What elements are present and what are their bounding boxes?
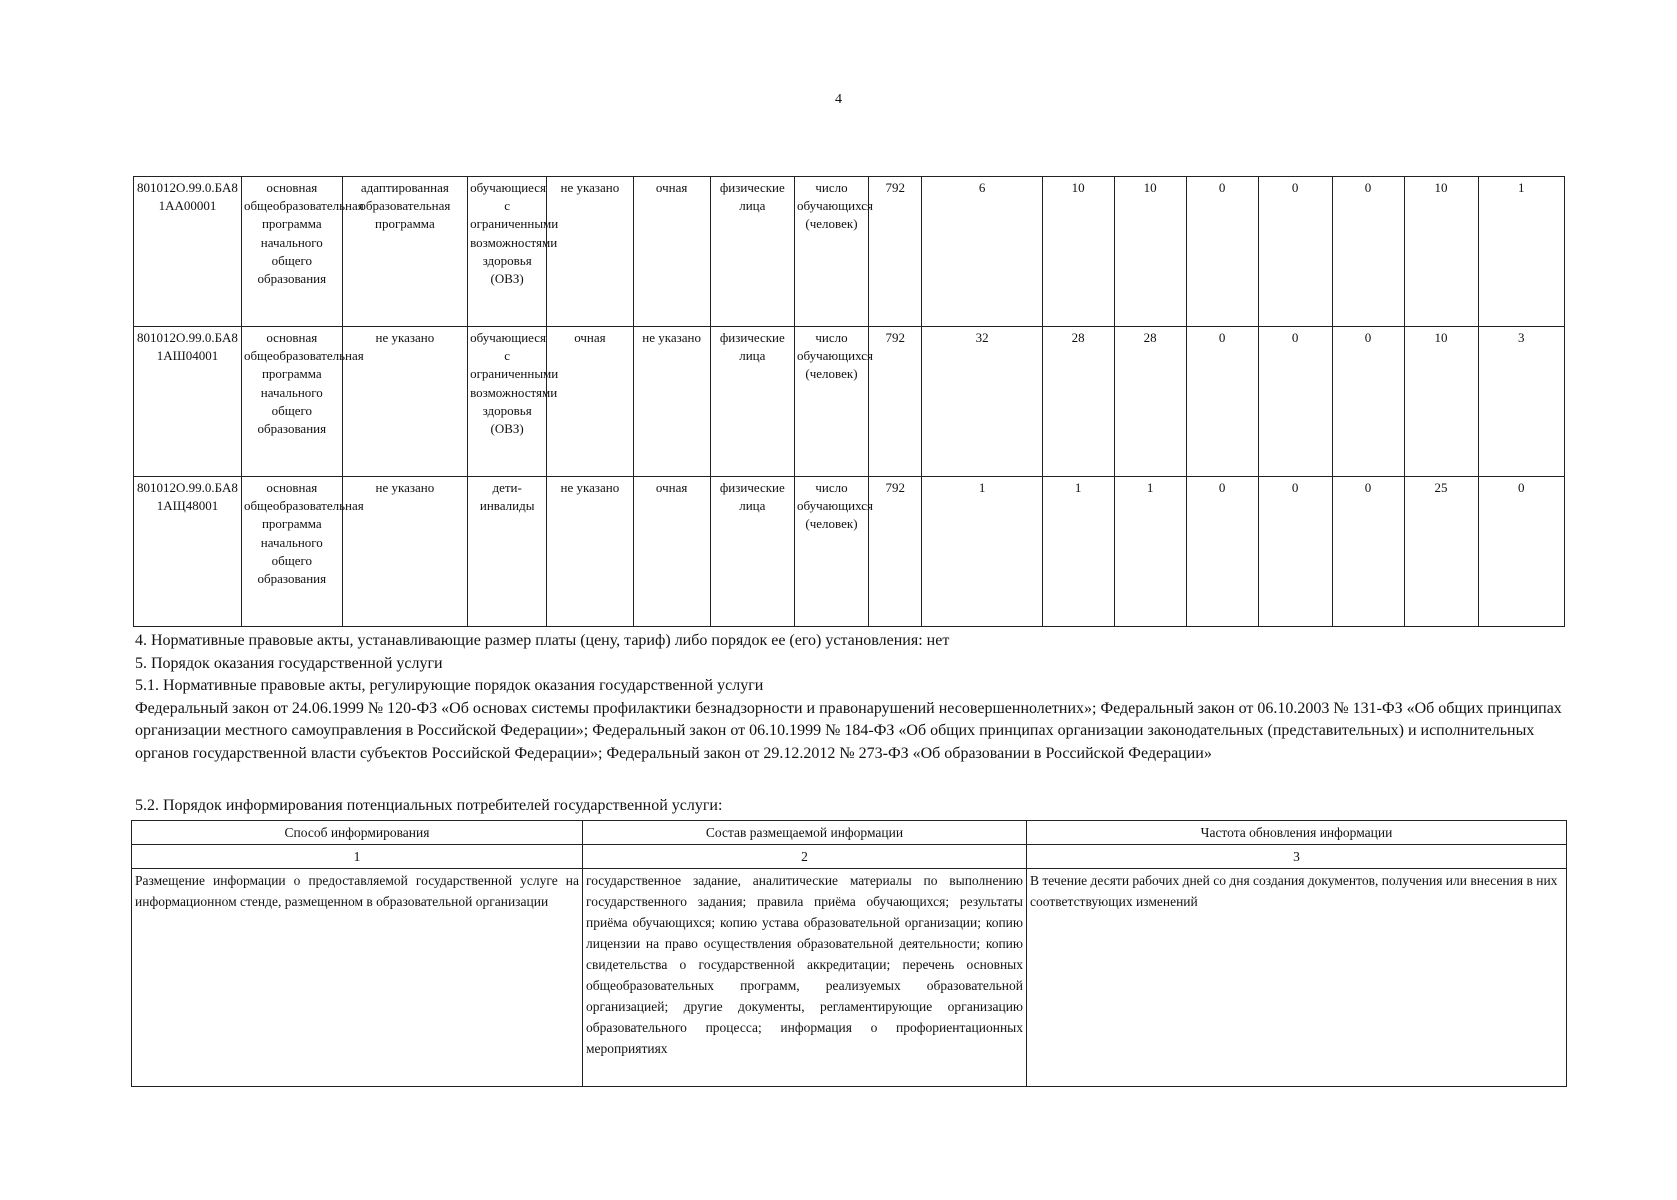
indicator-name: число обучающихся (человек) bbox=[794, 477, 868, 627]
section-4-text: 4. Нормативные правовые акты, устанавливающие размер платы (цену, тариф) либо порядок ее (его) установления: нет bbox=[135, 632, 950, 649]
study-form: очная bbox=[633, 177, 710, 327]
value-cell: 25 bbox=[1404, 477, 1478, 627]
program-type: адаптированная образовательная программа bbox=[342, 177, 467, 327]
table-row bbox=[134, 177, 1565, 327]
student-category: обучающиеся с ограниченными возможностями здоровья (ОВЗ) bbox=[468, 327, 547, 477]
program-name: основная общеобразовательная программа начального общего образования bbox=[241, 177, 342, 327]
update-frequency: В течение десяти рабочих дней со дня создания документов, получения или внесения в них соответствующих изменений bbox=[1027, 869, 1567, 1087]
value-cell: 3 bbox=[1478, 327, 1564, 477]
table-header-row bbox=[132, 821, 1567, 845]
cell: очная bbox=[547, 327, 633, 477]
value-cell: 1 bbox=[1114, 477, 1186, 627]
value-cell: 1 bbox=[1042, 477, 1114, 627]
value-cell: 1 bbox=[1478, 177, 1564, 327]
registry-code: 801012О.99.0.БА81АЩ48001 bbox=[134, 477, 242, 627]
okei-code: 792 bbox=[868, 177, 921, 327]
registry-code: 801012О.99.0.БА81АА00001 bbox=[134, 177, 242, 327]
value-cell: 0 bbox=[1332, 477, 1404, 627]
value-cell: 0 bbox=[1258, 327, 1332, 477]
informing-method: Размещение информации о предоставляемой государственной услуге на информационном стенде, размещенном в образовательной организации bbox=[132, 869, 583, 1087]
value-cell: 32 bbox=[922, 327, 1042, 477]
value-cell: 28 bbox=[1114, 327, 1186, 477]
program-name: основная общеобразовательная программа начального общего образования bbox=[241, 477, 342, 627]
column-number-row bbox=[132, 845, 1567, 869]
section-5-1-heading: 5.1. Нормативные правовые акты, регулирующие порядок оказания государственной услуги bbox=[135, 677, 764, 694]
value-cell: 1 bbox=[922, 477, 1042, 627]
page-number: 4 bbox=[835, 92, 842, 107]
column-header: Состав размещаемой информации bbox=[583, 821, 1027, 845]
column-header: Частота обновления информации bbox=[1027, 821, 1567, 845]
value-cell: 0 bbox=[1258, 477, 1332, 627]
information-content: государственное задание, аналитические материалы по выполнению государственного задания; правила приёма обучающихся; результаты приёма обучающихся; копию устава образовательной организации; копию лицензии на право осуществления образовательной деятельности; копию свидетельства о государственной аккредитации; перечень основных общеобразовательных программ, реализуемых образовательной организацией; другие документы, регламентирующие организацию образовательного процесса; информация о профориентационных мероприятиях bbox=[583, 869, 1027, 1087]
value-cell: 0 bbox=[1478, 477, 1564, 627]
study-form: очная bbox=[633, 477, 710, 627]
okei-code: 792 bbox=[868, 477, 921, 627]
consumer-category: физические лица bbox=[710, 327, 794, 477]
value-cell: 10 bbox=[1404, 327, 1478, 477]
section-5-2-heading: 5.2. Порядок информирования потенциальных потребителей государственной услуги: bbox=[135, 797, 723, 814]
program-type: не указано bbox=[342, 477, 467, 627]
legal-acts-section bbox=[135, 630, 1575, 765]
column-number: 1 bbox=[132, 845, 583, 869]
value-cell: 0 bbox=[1332, 177, 1404, 327]
value-cell: 0 bbox=[1186, 327, 1258, 477]
study-form: не указано bbox=[633, 327, 710, 477]
table-row bbox=[132, 869, 1567, 1087]
value-cell: 0 bbox=[1186, 177, 1258, 327]
column-number: 2 bbox=[583, 845, 1027, 869]
services-table bbox=[133, 176, 1565, 627]
value-cell: 10 bbox=[1042, 177, 1114, 327]
column-header: Способ информирования bbox=[132, 821, 583, 845]
table-row bbox=[134, 477, 1565, 627]
program-type: не указано bbox=[342, 327, 467, 477]
value-cell: 10 bbox=[1114, 177, 1186, 327]
indicator-name: число обучающихся (человек) bbox=[794, 327, 868, 477]
value-cell: 28 bbox=[1042, 327, 1114, 477]
column-number: 3 bbox=[1027, 845, 1567, 869]
program-name: основная общеобразовательная программа начального общего образования bbox=[241, 327, 342, 477]
value-cell: 10 bbox=[1404, 177, 1478, 327]
value-cell: 0 bbox=[1332, 327, 1404, 477]
value-cell: 0 bbox=[1258, 177, 1332, 327]
student-category: дети-инвалиды bbox=[468, 477, 547, 627]
laws-text: Федеральный закон от 24.06.1999 № 120-ФЗ «Об основах системы профилактики безнадзорности и правонарушений несовершеннолетних»; Федеральный закон от 06.10.2003 № 131-ФЗ «Об общих принципах организации местного самоуправления в Российской Федерации»; Федеральный закон от 06.10.1999 № 184-ФЗ «Об общих принципах организации законодательных (представительных) и исполнительных органов государственной власти субъектов Российской Федерации»; Федеральный закон от 29.12.2012 № 273-ФЗ «Об образовании в Российской Федерации» bbox=[135, 699, 1562, 762]
cell: не указано bbox=[547, 177, 633, 327]
value-cell: 6 bbox=[922, 177, 1042, 327]
student-category: обучающиеся с ограниченными возможностями здоровья (ОВЗ) bbox=[468, 177, 547, 327]
okei-code: 792 bbox=[868, 327, 921, 477]
consumer-category: физические лица bbox=[710, 477, 794, 627]
value-cell: 0 bbox=[1186, 477, 1258, 627]
section-5-heading: 5. Порядок оказания государственной услуги bbox=[135, 654, 443, 672]
consumer-category: физические лица bbox=[710, 177, 794, 327]
registry-code: 801012О.99.0.БА81АШ04001 bbox=[134, 327, 242, 477]
informing-table bbox=[131, 820, 1567, 1087]
table-row bbox=[134, 327, 1565, 477]
cell: не указано bbox=[547, 477, 633, 627]
indicator-name: число обучающихся (человек) bbox=[794, 177, 868, 327]
